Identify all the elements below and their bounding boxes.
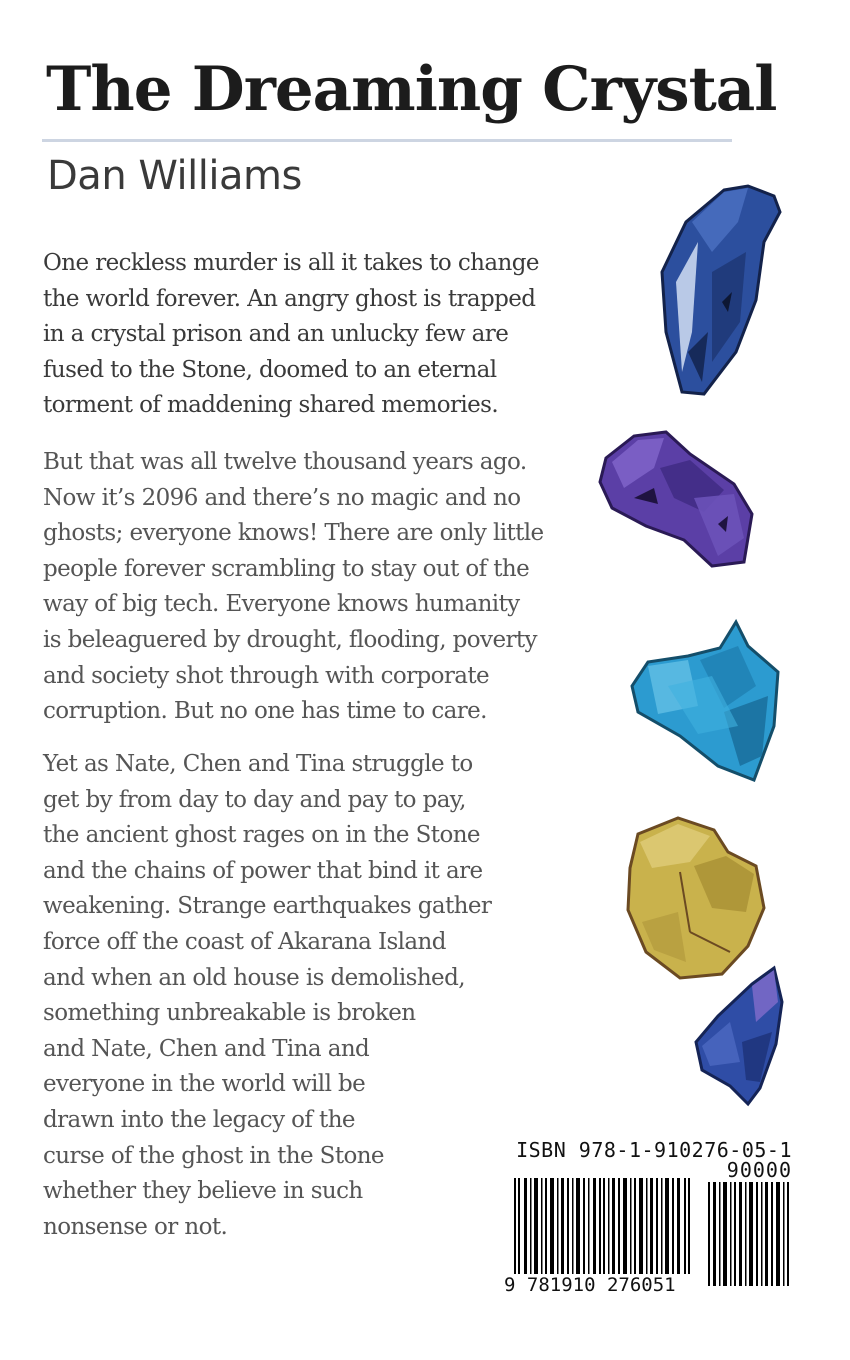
blurb-line: in a crystal prison and an unlucky few are: [43, 321, 509, 348]
blurb-line: everyone in the world will be: [43, 1071, 366, 1098]
blurb-line: and Nate, Chen and Tina and: [43, 1035, 370, 1062]
author-name: Dan Williams: [47, 153, 302, 199]
blurb-line: the ancient ghost rages on in the Stone: [43, 822, 480, 849]
blurb-line: fused to the Stone, doomed to an eternal: [43, 356, 497, 383]
blurb-line: whether they believe in such: [43, 1178, 363, 1205]
blurb-line: get by from day to day and pay to pay,: [43, 786, 466, 813]
barcode-bars-addon: [704, 1182, 794, 1286]
blurb-line: But that was all twelve thousand years ago.: [43, 449, 527, 475]
blurb-line: and the chains of power that bind it are: [43, 857, 483, 884]
blurb-line: torment of maddening shared memories.: [43, 392, 499, 419]
price-code: 90000: [726, 1158, 792, 1182]
blurb-paragraph-2: [43, 445, 544, 730]
blurb-line: people forever scrambling to stay out of the: [43, 555, 530, 582]
isbn-barcode: [504, 1138, 794, 1298]
blurb-line: is beleaguered by drought, flooding, poverty: [43, 626, 537, 653]
blurb-line: and when an old house is demolished,: [43, 964, 465, 991]
blurb-line: Now it’s 2096 and there’s no magic and no: [43, 484, 521, 511]
title-divider: [42, 139, 732, 142]
blurb-paragraph-3: [43, 747, 491, 1245]
blue-crystal-icon: [652, 182, 784, 402]
book-title: The Dreaming Crystal: [46, 54, 777, 125]
blurb-line: nonsense or not.: [43, 1213, 228, 1240]
blurb-line: and society shot through with corporate: [43, 662, 490, 689]
cyan-crystal-icon: [628, 616, 784, 788]
barcode-digits: 9 781910 276051: [504, 1274, 700, 1296]
blurb-line: weakening. Strange earthquakes gather: [43, 893, 492, 920]
blurb-line: drawn into the legacy of the: [43, 1106, 355, 1133]
isbn-label: ISBN 978-1-910276-05-1: [516, 1138, 792, 1162]
blurb-line: ghosts; everyone knows! There are only little: [43, 520, 544, 547]
purple-crystal-icon: [594, 428, 760, 574]
blurb-line: something unbreakable is broken: [43, 1000, 416, 1027]
blurb-line: corruption. But no one has time to care.: [43, 698, 487, 725]
blurb-line: curse of the ghost in the Stone: [43, 1142, 384, 1169]
blurb-line: Yet as Nate, Chen and Tina struggle to: [43, 751, 473, 777]
blurb-line: way of big tech. Everyone knows humanity: [43, 591, 520, 618]
blurb-line: force off the coast of Akarana Island: [43, 928, 446, 955]
blurb-line: One reckless murder is all it takes to change: [43, 250, 539, 276]
small-blue-crystal-icon: [690, 962, 786, 1108]
yellow-crystal-icon: [620, 812, 770, 982]
blurb-line: the world forever. An angry ghost is trapped: [43, 285, 536, 312]
barcode-bars-main: [504, 1160, 700, 1286]
blurb-paragraph-1: [43, 246, 539, 424]
